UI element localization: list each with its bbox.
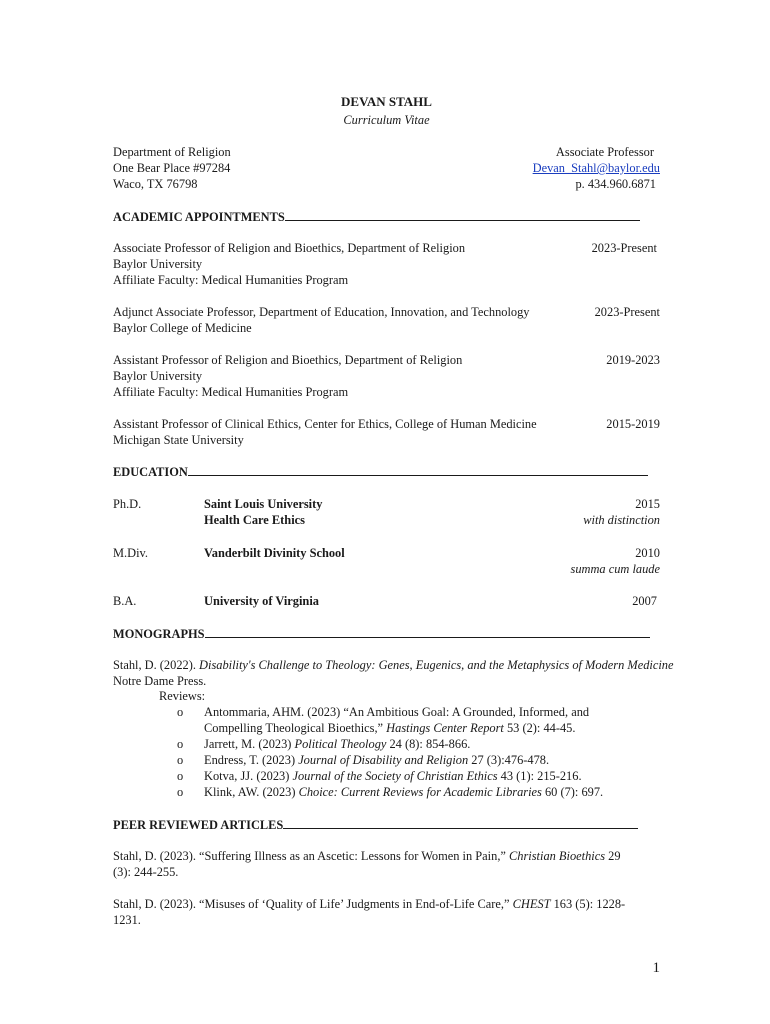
education-item [113, 545, 660, 577]
review-item: Kotva, JJ. (2023) Journal of the Society of Christian Ethics 43 (1): 215-216. [204, 769, 582, 783]
bullet-icon: o [177, 737, 184, 751]
appointment-date: 2023-Present [594, 305, 660, 319]
bullet-icon: o [177, 769, 184, 783]
appointment-institution: Baylor College of Medicine [113, 321, 252, 335]
institution: Saint Louis University [204, 497, 323, 511]
appointment-affiliation: Affiliate Faculty: Medical Humanities Program [113, 273, 349, 287]
honor: with distinction [583, 513, 660, 527]
field: Health Care Ethics [204, 513, 305, 527]
section-heading-education: EDUCATION [113, 463, 660, 480]
article-citation: Stahl, D. (2023). “Misuses of ‘Quality of Life’ Judgments in End-of-Life Care,” CHEST 163 (5): 1228- 1231. [113, 897, 626, 927]
year: 2015 [635, 497, 660, 511]
appointment-date: 2015-2019 [606, 417, 660, 431]
institution: University of Virginia [204, 594, 319, 608]
degree: Ph.D. [113, 497, 142, 511]
section-heading-articles: PEER REVIEWED ARTICLES [113, 816, 660, 833]
reviews-list [113, 704, 660, 800]
degree: B.A. [113, 594, 137, 608]
appointment-affiliation: Affiliate Faculty: Medical Humanities Program [113, 385, 349, 399]
appointment-institution: Baylor University [113, 257, 203, 271]
monograph-publisher: Notre Dame Press. [113, 674, 207, 688]
section-heading-monographs: MONOGRAPHS [113, 625, 660, 642]
reviews-label: Reviews: [159, 689, 206, 703]
year: 2010 [635, 546, 660, 560]
cv-page [113, 0, 674, 1024]
bullet-icon: o [177, 705, 184, 719]
review-item: Klink, AW. (2023) Choice: Current Reviews for Academic Libraries 60 (7): 697. [204, 785, 604, 799]
review-item-continued: Compelling Theological Bioethics,” Hastings Center Report 53 (2): 44-45. [204, 721, 576, 735]
review-item: Antommaria, AHM. (2023) “An Ambitious Goal: A Grounded, Informed, and [204, 705, 590, 719]
section-heading-appointments: ACADEMIC APPOINTMENTS [113, 208, 660, 225]
email-link[interactable]: Devan_Stahl@baylor.edu [532, 161, 660, 175]
address-line-3: Waco, TX 76798 [113, 177, 198, 191]
appointment-title: Adjunct Associate Professor, Department of Education, Innovation, and Technology [113, 305, 530, 319]
page-number: 1 [652, 960, 660, 976]
year: 2007 [632, 594, 657, 608]
appointment-title: Assistant Professor of Clinical Ethics, Center for Ethics, College of Human Medicine [113, 417, 537, 431]
cv-subtitle: Curriculum Vitae [343, 113, 430, 127]
article-citation: Stahl, D. (2023). “Suffering Illness as an Ascetic: Lessons for Women in Pain,” Christian Bioethics 29 (3): 244-255. [113, 849, 621, 879]
review-item: Jarrett, M. (2023) Political Theology 24 (8): 854-866. [204, 737, 471, 751]
review-item: Endress, T. (2023) Journal of Disability and Religion 27 (3):476-478. [204, 753, 550, 767]
bullet-icon: o [177, 785, 184, 799]
appointment-title: Assistant Professor of Religion and Bioethics, Department of Religion [113, 353, 463, 367]
education-item [113, 496, 660, 528]
bullet-icon: o [177, 753, 184, 767]
appointment-institution: Baylor University [113, 369, 203, 383]
address-line-2: One Bear Place #97284 [113, 161, 231, 175]
monograph-citation: Stahl, D. (2022). Disability's Challenge to Theology: Genes, Eugenics, and the Metaphysics of Modern Medicine [113, 658, 674, 672]
honor: summa cum laude [570, 562, 660, 576]
appointment-institution: Michigan State University [113, 433, 244, 447]
address-line-1: Department of Religion [113, 145, 231, 159]
cv-name: DEVAN STAHL [341, 94, 432, 109]
degree: M.Div. [113, 546, 148, 560]
appointment-date: 2019-2023 [606, 353, 660, 367]
institution: Vanderbilt Divinity School [204, 546, 345, 560]
appointment-date: 2023-Present [591, 241, 657, 255]
appointment-title: Associate Professor of Religion and Bioethics, Department of Religion [113, 241, 466, 255]
monograph-title: Disability's Challenge to Theology: Genes, Eugenics, and the Metaphysics of Modern Medicine [199, 658, 674, 672]
education-item [113, 593, 660, 609]
job-title: Associate Professor [555, 145, 654, 159]
phone: p. 434.960.6871 [575, 177, 656, 191]
